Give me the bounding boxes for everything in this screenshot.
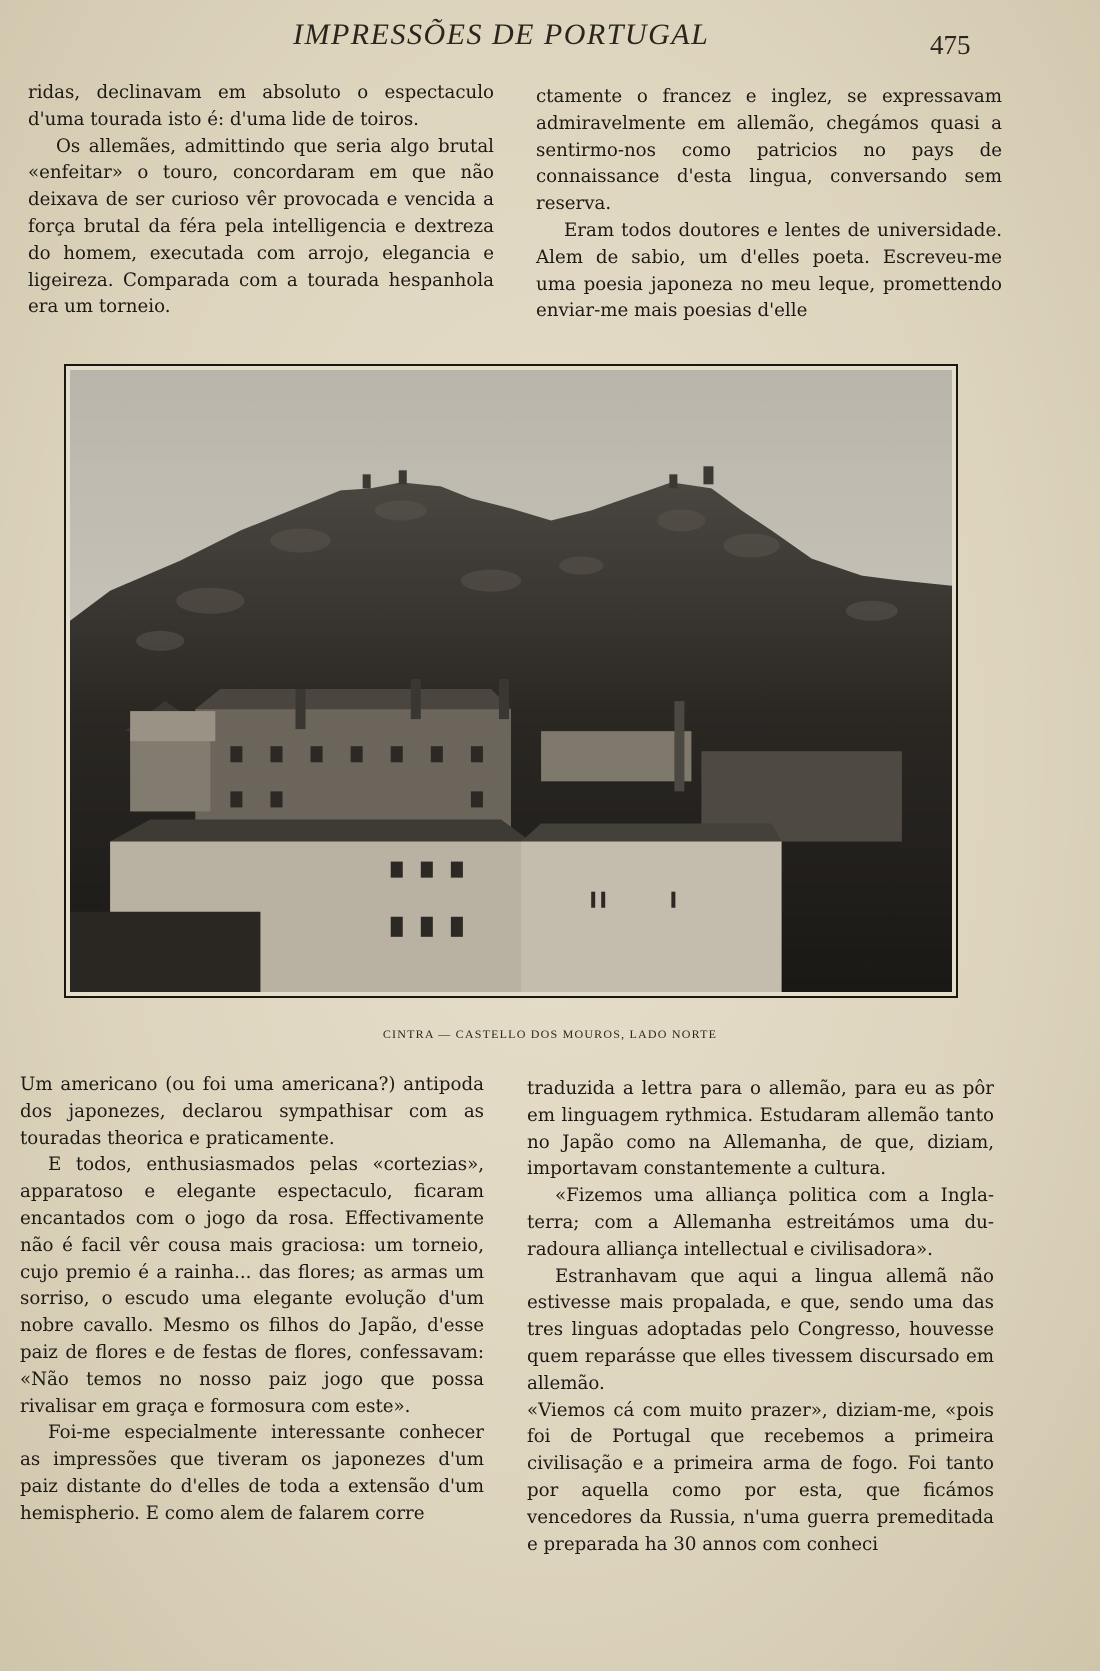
castle-photo-illustration	[70, 370, 952, 992]
paragraph: traduzida a lettra para o allemão, para eu as pôr em linguagem rythmica. Estudaram allemão tanto no Japão como na Allemanha, de que, diziam, importavam constantemente a cultura.	[527, 1078, 994, 1180]
text-column-top-left	[28, 80, 494, 321]
text-column-bottom-left	[20, 1072, 484, 1528]
paragraph: E todos, enthusiasmados pelas «cortezias», apparatoso e elegante espectaculo, ficaram encantados com o jogo da rosa. Effectivamente não é facil vêr cousa mais graciosa: um torneio, cujo premio é a rainha... das flores; as armas um sorriso, o escudo uma elegante evolução d'um nobre cavallo. Mesmo os filhos do Japão, d'esse paiz de flores e de festas de flores, confessavam: «Não temos no nosso paiz jogo que possa rivalisar em graça e formosura com este».	[20, 1154, 484, 1417]
paragraph: Um americano (ou foi uma americana?) antipoda dos japonezes, declarou sympathisar com as touradas theorica e praticamente.	[20, 1074, 484, 1149]
photo-signature-mark: F	[861, 958, 871, 976]
photo-caption: CINTRA — CASTELLO DOS MOUROS, LADO NORTE	[382, 1027, 718, 1041]
page-number: 475	[930, 30, 971, 60]
paragraph: Estranhavam que aqui a lingua allemã não estivesse mais propalada, e que, sendo uma das tres linguas adoptadas pelo Congresso, houvesse quem reparásse que elles tivessem discursado em allemão.	[527, 1265, 994, 1394]
text-column-top-right	[536, 84, 1002, 325]
paragraph: ridas, declinavam em absoluto o espectaculo d'uma tourada isto é: d'uma lide de toiros.	[28, 82, 494, 130]
paragraph: «Viemos cá com muito prazer», diziam-me, «pois foi de Portugal que recebemos a primeira civilisação e a primeira arma de fogo. Foi tanto por aquella como por esta, que ficámos vencedores da Russia, n'uma guerra premeditada e preparada ha 30 annos com conheci	[527, 1399, 994, 1555]
running-title: IMPRESSÕES DE PORTUGAL	[293, 18, 710, 51]
paragraph: Os allemães, admittindo que seria algo brutal «enfeitar» o touro, concordaram em que não deixava de ser curioso vêr provocada e vencida a força brutal da féra pela intelligencia e dextreza do homem, executada com arrojo, elegancia e ligeireza. Comparada com a tourada hespanhola era um torneio.	[28, 135, 494, 318]
paragraph: ctamente o francez e inglez, se expressavam admiravelmente em allemão, chegámos quasi a sentirmo-nos como patricios no pays de connaissance d'esta lingua, conversando sem reserva.	[536, 86, 1002, 215]
paragraph: Foi-me especialmente interessante conhecer as impressões que tiveram os japonezes d'um paiz distante do d'elles de toda a extensão d'um hemispherio. E como alem de falarem corre	[20, 1422, 484, 1524]
paragraph: «Fizemos uma alliança politica com a Inglaterra; com a Allemanha estreitámos uma duradoura alliança intellectual e civilisadora».	[527, 1185, 994, 1260]
photograph-castle	[64, 364, 958, 998]
text-column-bottom-right	[527, 1076, 994, 1558]
paragraph: Eram todos doutores e lentes de universidade. Alem de sabio, um d'elles poeta. Escreveu-me uma poesia japoneza no meu leque, promettendo enviar-me mais poesias d'elle	[536, 219, 1002, 322]
